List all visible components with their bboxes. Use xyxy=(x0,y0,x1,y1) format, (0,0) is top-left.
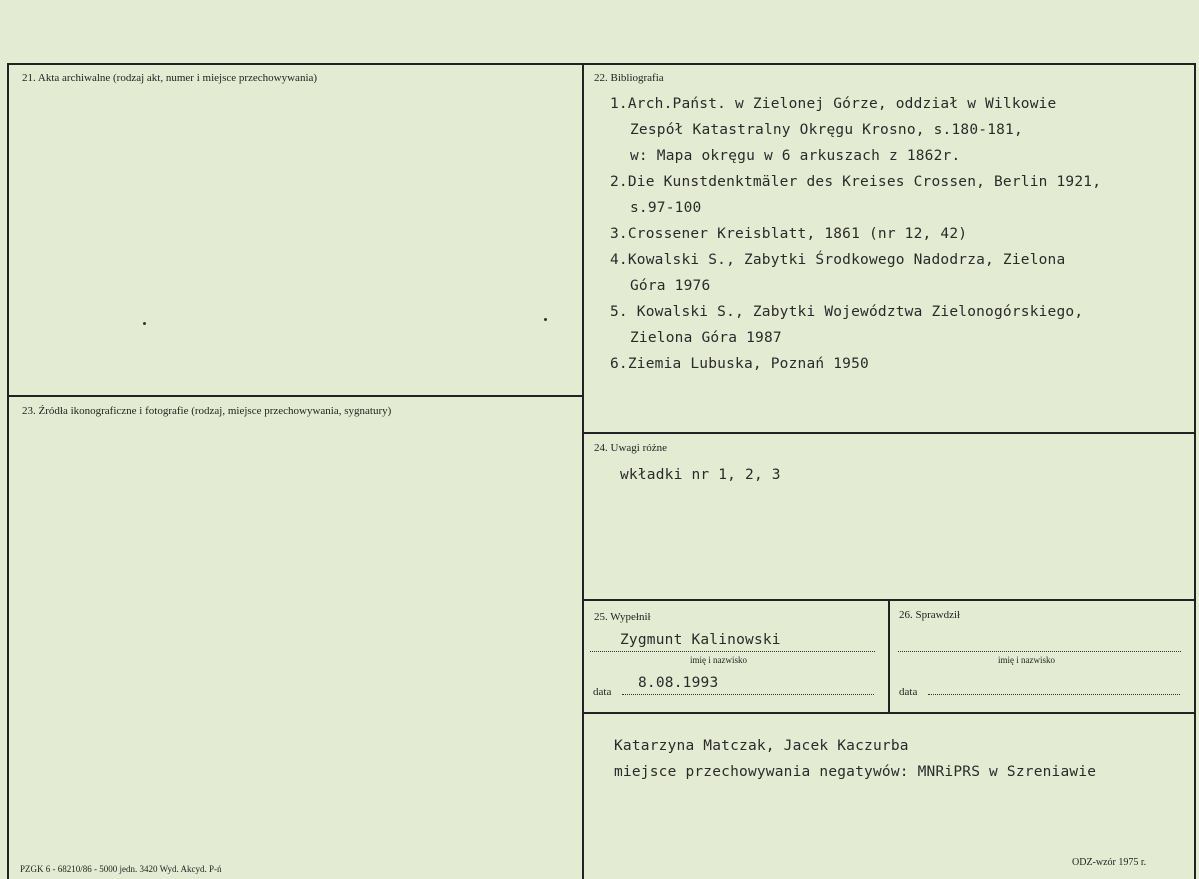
section22-label: 22. Bibliografia xyxy=(594,72,664,84)
section24-label: 24. Uwagi różne xyxy=(594,442,668,454)
checked-by-name-line xyxy=(898,651,1181,652)
bibliography-line: Zespół Katastralny Okręgu Krosno, s.180-181, xyxy=(630,122,1023,138)
right-border-line xyxy=(1194,63,1196,879)
footer-print-info: PZGK 6 - 68210/86 - 5000 jedn. 3420 Wyd. Akcyd. P-ń xyxy=(20,864,222,874)
checked-by-name-caption: imię i nazwisko xyxy=(998,655,1055,665)
checked-by-date-line xyxy=(928,694,1180,695)
checked-by-date-label: data xyxy=(899,686,918,698)
section21-bottom-line xyxy=(8,395,583,397)
left-border-line xyxy=(7,63,9,879)
paper-speck xyxy=(143,322,146,325)
bibliography-line: w: Mapa okręgu w 6 arkuszach z 1862r. xyxy=(630,148,961,164)
filled-by-date: 8.08.1993 xyxy=(638,675,719,691)
notes-authors: Katarzyna Matczak, Jacek Kaczurba xyxy=(614,738,909,754)
bibliography-line: Góra 1976 xyxy=(630,278,711,294)
bibliography-line: Zielona Góra 1987 xyxy=(630,330,782,346)
remarks-text: wkładki nr 1, 2, 3 xyxy=(620,467,781,483)
section26-label: 26. Sprawdził xyxy=(899,609,961,621)
bibliography-line: 1.Arch.Państ. w Zielonej Górze, oddział w Wilkowie xyxy=(610,96,1057,112)
section25-label: 25. Wypełnił xyxy=(594,611,651,623)
section25-bottom-line xyxy=(583,712,1196,714)
section25-26-divider xyxy=(888,599,890,712)
filled-by-date-label: data xyxy=(593,686,612,698)
section21-label: 21. Akta archiwalne (rodzaj akt, numer i miejsce przechowywania) xyxy=(22,72,318,84)
top-border-line xyxy=(8,63,1196,65)
bibliography-line: 4.Kowalski S., Zabytki Środkowego Nadodrza, Zielona xyxy=(610,252,1066,268)
notes-negatives-location: miejsce przechowywania negatywów: MNRiPRS w Szreniawie xyxy=(614,764,1097,780)
bibliography-line: 6.Ziemia Lubuska, Poznań 1950 xyxy=(610,356,869,372)
filled-by-name-caption: imię i nazwisko xyxy=(690,655,747,665)
filled-by-name: Zygmunt Kalinowski xyxy=(620,632,781,648)
section22-bottom-line xyxy=(583,432,1196,434)
bibliography-line: 2.Die Kunstdenktmäler des Kreises Crossen, Berlin 1921, xyxy=(610,174,1102,190)
middle-divider-line xyxy=(582,63,584,879)
bibliography-line: 5. Kowalski S., Zabytki Województwa Zielonogórskiego, xyxy=(610,304,1084,320)
filled-by-name-line xyxy=(590,651,875,652)
bibliography-line: s.97-100 xyxy=(630,200,702,216)
filled-by-date-line xyxy=(622,694,874,695)
bibliography-line: 3.Crossener Kreisblatt, 1861 (nr 12, 42) xyxy=(610,226,968,242)
paper-speck xyxy=(544,318,547,321)
footer-form-code: ODZ-wzór 1975 r. xyxy=(1072,857,1147,868)
section23-label: 23. Źródła ikonograficzne i fotografie (rodzaj, miejsce przechowywania, sygnatury) xyxy=(22,405,392,417)
